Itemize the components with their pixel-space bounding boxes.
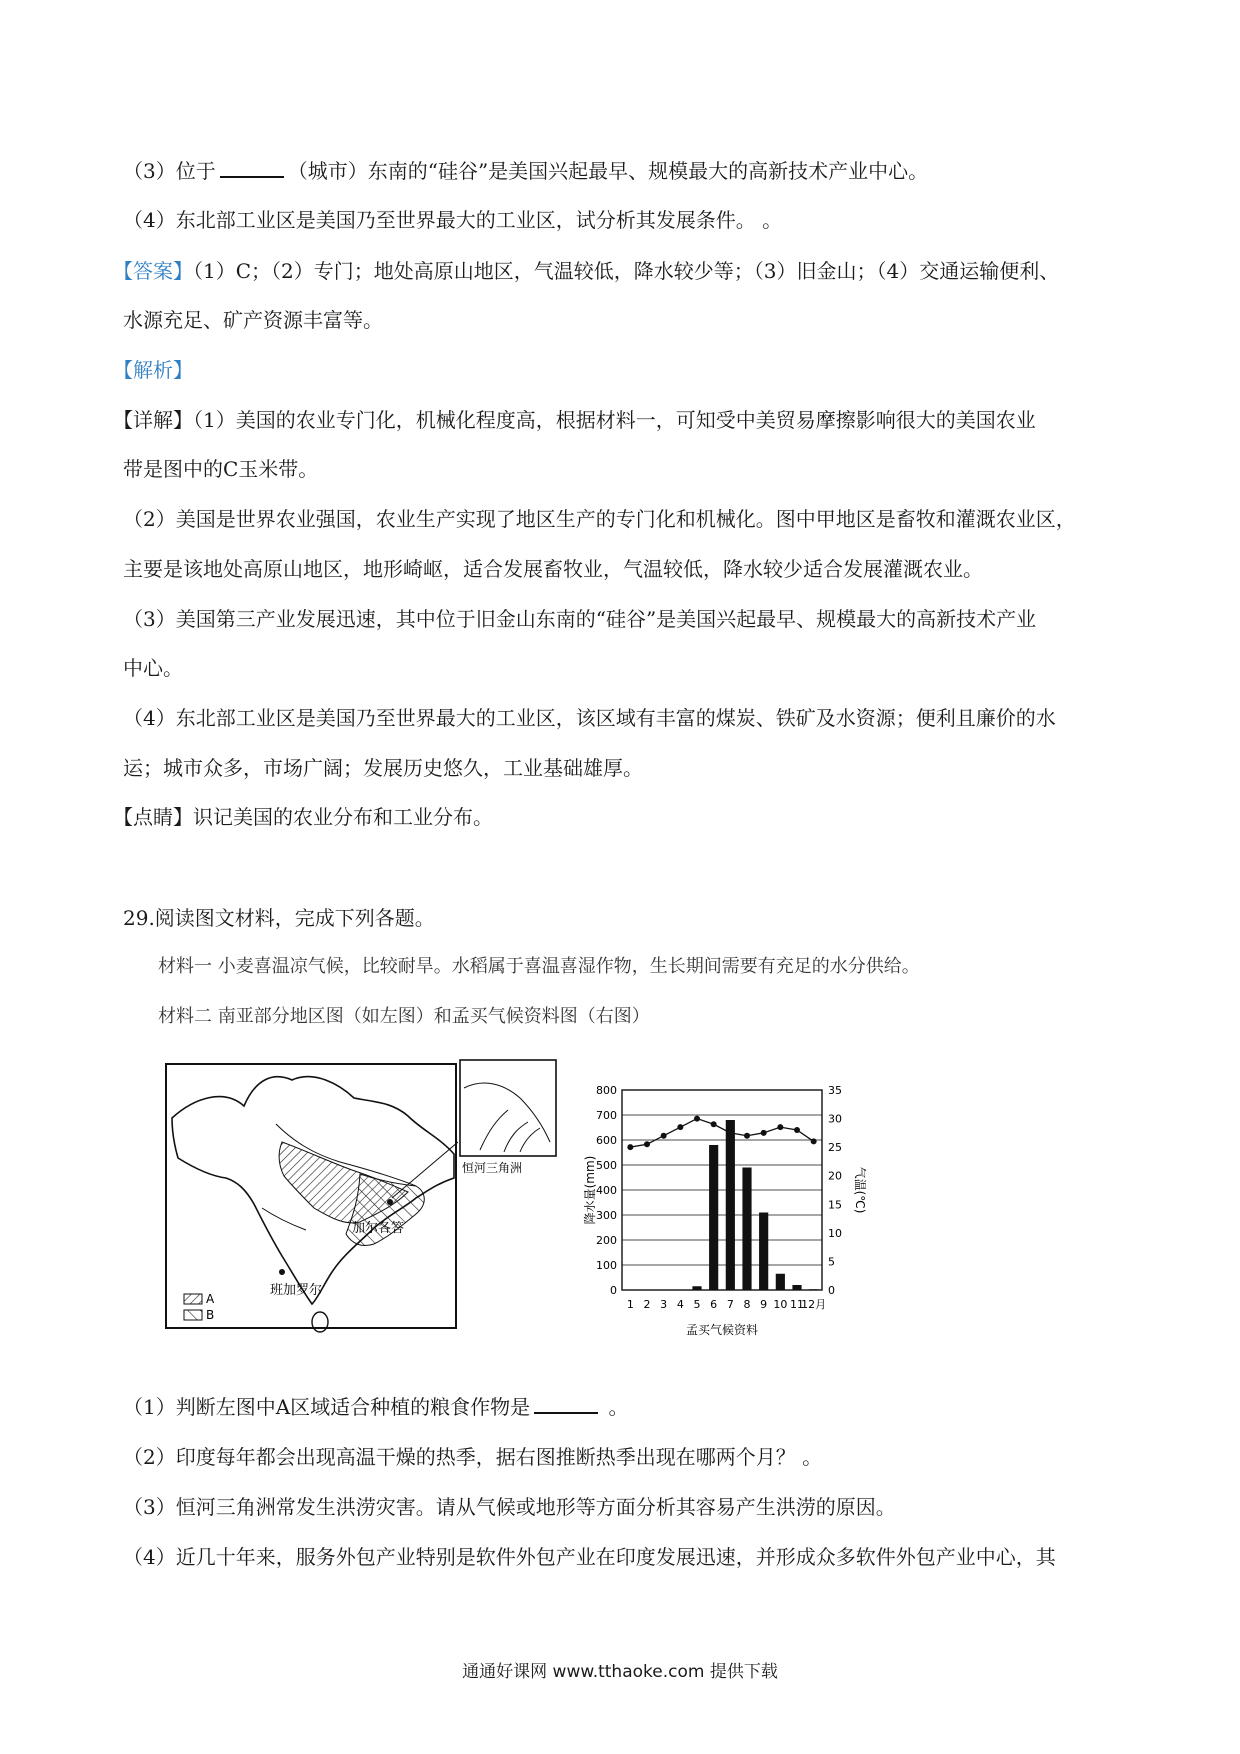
x-tick-label: 10 bbox=[773, 1298, 788, 1311]
label-bangalore: 班加罗尔 bbox=[270, 1283, 323, 1298]
temperature-point bbox=[744, 1133, 750, 1139]
answer-line-1 bbox=[113, 257, 1059, 285]
chart-caption: 孟买气候资料 bbox=[685, 1323, 759, 1337]
inset-label: 恒河三角洲 bbox=[462, 1161, 523, 1175]
legend-b-swatch bbox=[184, 1310, 202, 1320]
precip-bar bbox=[726, 1120, 735, 1290]
left-axis-title: 降水量(mm) bbox=[583, 1155, 597, 1225]
temperature-point bbox=[794, 1127, 800, 1133]
x-tick-label: 12月 bbox=[801, 1298, 827, 1311]
temperature-point bbox=[644, 1141, 650, 1147]
bangalore-dot bbox=[279, 1269, 285, 1275]
right-tick-label: 10 bbox=[828, 1226, 842, 1240]
q28-sub4: （4）东北部工业区是美国乃至世界最大的工业区，试分析其发展条件。 。 bbox=[123, 208, 783, 232]
detail-4-line-2: 运；城市众多，市场广阔；发展历史悠久，工业基础雄厚。 bbox=[123, 756, 643, 780]
temperature-line bbox=[630, 1119, 813, 1148]
precip-bar bbox=[642, 1290, 651, 1291]
right-tick-label: 25 bbox=[828, 1141, 842, 1155]
kolkata-dot bbox=[387, 1199, 393, 1205]
temperature-point bbox=[711, 1121, 717, 1127]
temperature-point bbox=[761, 1130, 767, 1136]
x-tick-label: 3 bbox=[660, 1298, 668, 1311]
left-tick-label: 400 bbox=[596, 1184, 617, 1197]
left-tick-label: 500 bbox=[596, 1159, 617, 1172]
page-footer: 通通好课网 www.tthaoke.com 提供下载 bbox=[462, 1662, 778, 1682]
precip-bar bbox=[759, 1213, 768, 1291]
right-tick-label: 20 bbox=[828, 1169, 842, 1183]
temperature-point bbox=[727, 1130, 733, 1136]
right-tick-label: 15 bbox=[828, 1198, 842, 1212]
q29-title: 29.阅读图文材料，完成下列各题。 bbox=[123, 906, 435, 930]
left-tick-label: 700 bbox=[596, 1109, 617, 1122]
precip-bar bbox=[659, 1290, 668, 1291]
legend-a-label: A bbox=[206, 1292, 215, 1306]
precip-bar bbox=[709, 1145, 718, 1290]
detail-1-line-2: 带是图中的C玉米带。 bbox=[123, 457, 319, 481]
temperature-point bbox=[777, 1124, 783, 1130]
precip-bar bbox=[626, 1290, 635, 1291]
left-tick-label: 300 bbox=[596, 1209, 617, 1222]
precip-bar bbox=[792, 1285, 801, 1290]
precip-bar bbox=[742, 1168, 751, 1291]
temperature-point bbox=[677, 1124, 683, 1130]
x-tick-label: 7 bbox=[726, 1298, 734, 1311]
right-axis-title: 气温(℃) bbox=[853, 1166, 867, 1214]
right-tick-label: 0 bbox=[828, 1284, 835, 1297]
detail-1-text: （1）美国的农业专门化，机械化程度高，根据材料一，可知受中美贸易摩擦影响很大的美国农业 bbox=[193, 408, 1036, 432]
x-tick-label: 8 bbox=[743, 1298, 751, 1311]
x-tick-label: 2 bbox=[643, 1298, 651, 1311]
left-tick-label: 200 bbox=[596, 1234, 617, 1247]
inset-frame bbox=[460, 1060, 556, 1156]
precip-bar bbox=[776, 1274, 785, 1290]
label-kolkata: 加尔各答 bbox=[352, 1221, 405, 1236]
temperature-point bbox=[661, 1133, 667, 1139]
q29-sub3: （3）恒河三角洲常发生洪涝灾害。请从气候或地形等方面分析其容易产生洪涝的原因。 bbox=[123, 1495, 896, 1519]
precip-bar bbox=[692, 1286, 701, 1290]
detail-3-line-2: 中心。 bbox=[123, 656, 183, 680]
left-tick-label: 0 bbox=[610, 1284, 617, 1297]
right-tick-label: 30 bbox=[828, 1112, 842, 1126]
x-tick-label: 5 bbox=[693, 1298, 701, 1311]
south-asia-map bbox=[164, 1058, 584, 1338]
detail-4-line-1: （4）东北部工业区是美国乃至世界最大的工业区，该区域有丰富的煤炭、铁矿及水资源；便利且廉价的水 bbox=[123, 706, 1056, 730]
left-tick-label: 100 bbox=[596, 1259, 617, 1272]
legend-a-swatch bbox=[184, 1294, 202, 1304]
point-tag: 【点睛】 bbox=[113, 805, 193, 829]
right-tick-label: 35 bbox=[828, 1084, 842, 1097]
answer-blank[interactable] bbox=[220, 158, 284, 178]
legend-b-label: B bbox=[206, 1308, 215, 1322]
x-tick-label: 11 bbox=[790, 1298, 804, 1311]
analysis-tag: 【解析】 bbox=[113, 358, 193, 382]
answer-line-2: 水源充足、矿产资源丰富等。 bbox=[123, 308, 383, 332]
answer-blank-2[interactable] bbox=[534, 1394, 598, 1414]
precip-bar bbox=[809, 1289, 818, 1290]
mumbai-climate-chart bbox=[580, 1078, 880, 1358]
q29-sub2: （2）印度每年都会出现高温干燥的热季，据右图推断热季出现在哪两个月？ 。 bbox=[123, 1445, 823, 1469]
right-tick-label: 5 bbox=[828, 1255, 835, 1269]
detail-3-line-1: （3）美国第三产业发展迅速，其中位于旧金山东南的“硅谷”是美国兴起最早、规模最大的高新技术产业 bbox=[123, 607, 1037, 631]
point-text: 识记美国的农业分布和工业分布。 bbox=[193, 805, 493, 829]
material-1: 材料一 小麦喜温凉气候，比较耐旱。水稻属于喜温喜湿作物，生长期间需要有充足的水分供给。 bbox=[158, 956, 920, 977]
left-tick-label: 600 bbox=[596, 1134, 617, 1147]
answer-text: （1）C；（2）专门；地处高原山地区，气温较低，降水较少等；（3）旧金山；（4）交通运输便利、 bbox=[193, 259, 1060, 283]
temperature-point bbox=[811, 1138, 817, 1144]
q28-sub3 bbox=[123, 157, 928, 185]
detail-tag: 【详解】 bbox=[113, 408, 193, 432]
left-tick-label: 800 bbox=[596, 1084, 617, 1097]
detail-line-1 bbox=[113, 406, 1036, 434]
x-tick-label: 6 bbox=[710, 1298, 718, 1311]
answer-tag: 【答案】 bbox=[113, 259, 193, 283]
q29-sub4: （4）近几十年来，服务外包产业特别是软件外包产业在印度发展迅速，并形成众多软件外包产业中心，其 bbox=[123, 1545, 1056, 1569]
temperature-point bbox=[627, 1144, 633, 1150]
temperature-point bbox=[694, 1116, 700, 1122]
q28-sub3-pre: （3）位于 bbox=[123, 159, 216, 183]
point-line bbox=[113, 803, 493, 831]
detail-2-line-2: 主要是该地处高原山地区，地形崎岖，适合发展畜牧业，气温较低，降水较少适合发展灌溉农业。 bbox=[123, 557, 983, 581]
x-tick-label: 1 bbox=[626, 1298, 634, 1311]
q28-sub3-post: （城市）东南的“硅谷”是美国兴起最早、规模最大的高新技术产业中心。 bbox=[287, 159, 929, 183]
x-tick-label: 9 bbox=[760, 1298, 768, 1311]
q29-sub1-post: 。 bbox=[602, 1395, 629, 1419]
x-tick-label: 4 bbox=[676, 1298, 684, 1311]
material-2: 材料二 南亚部分地区图（如左图）和孟买气候资料图（右图） bbox=[158, 1006, 650, 1027]
q29-sub1 bbox=[123, 1393, 629, 1421]
detail-2-line-1: （2）美国是世界农业强国，农业生产实现了地区生产的专门化和机械化。图中甲地区是畜牧和灌溉农业区， bbox=[123, 507, 1076, 531]
precip-bar bbox=[676, 1290, 685, 1291]
q29-sub1-pre: （1）判断左图中A区域适合种植的粮食作物是 bbox=[123, 1395, 531, 1419]
